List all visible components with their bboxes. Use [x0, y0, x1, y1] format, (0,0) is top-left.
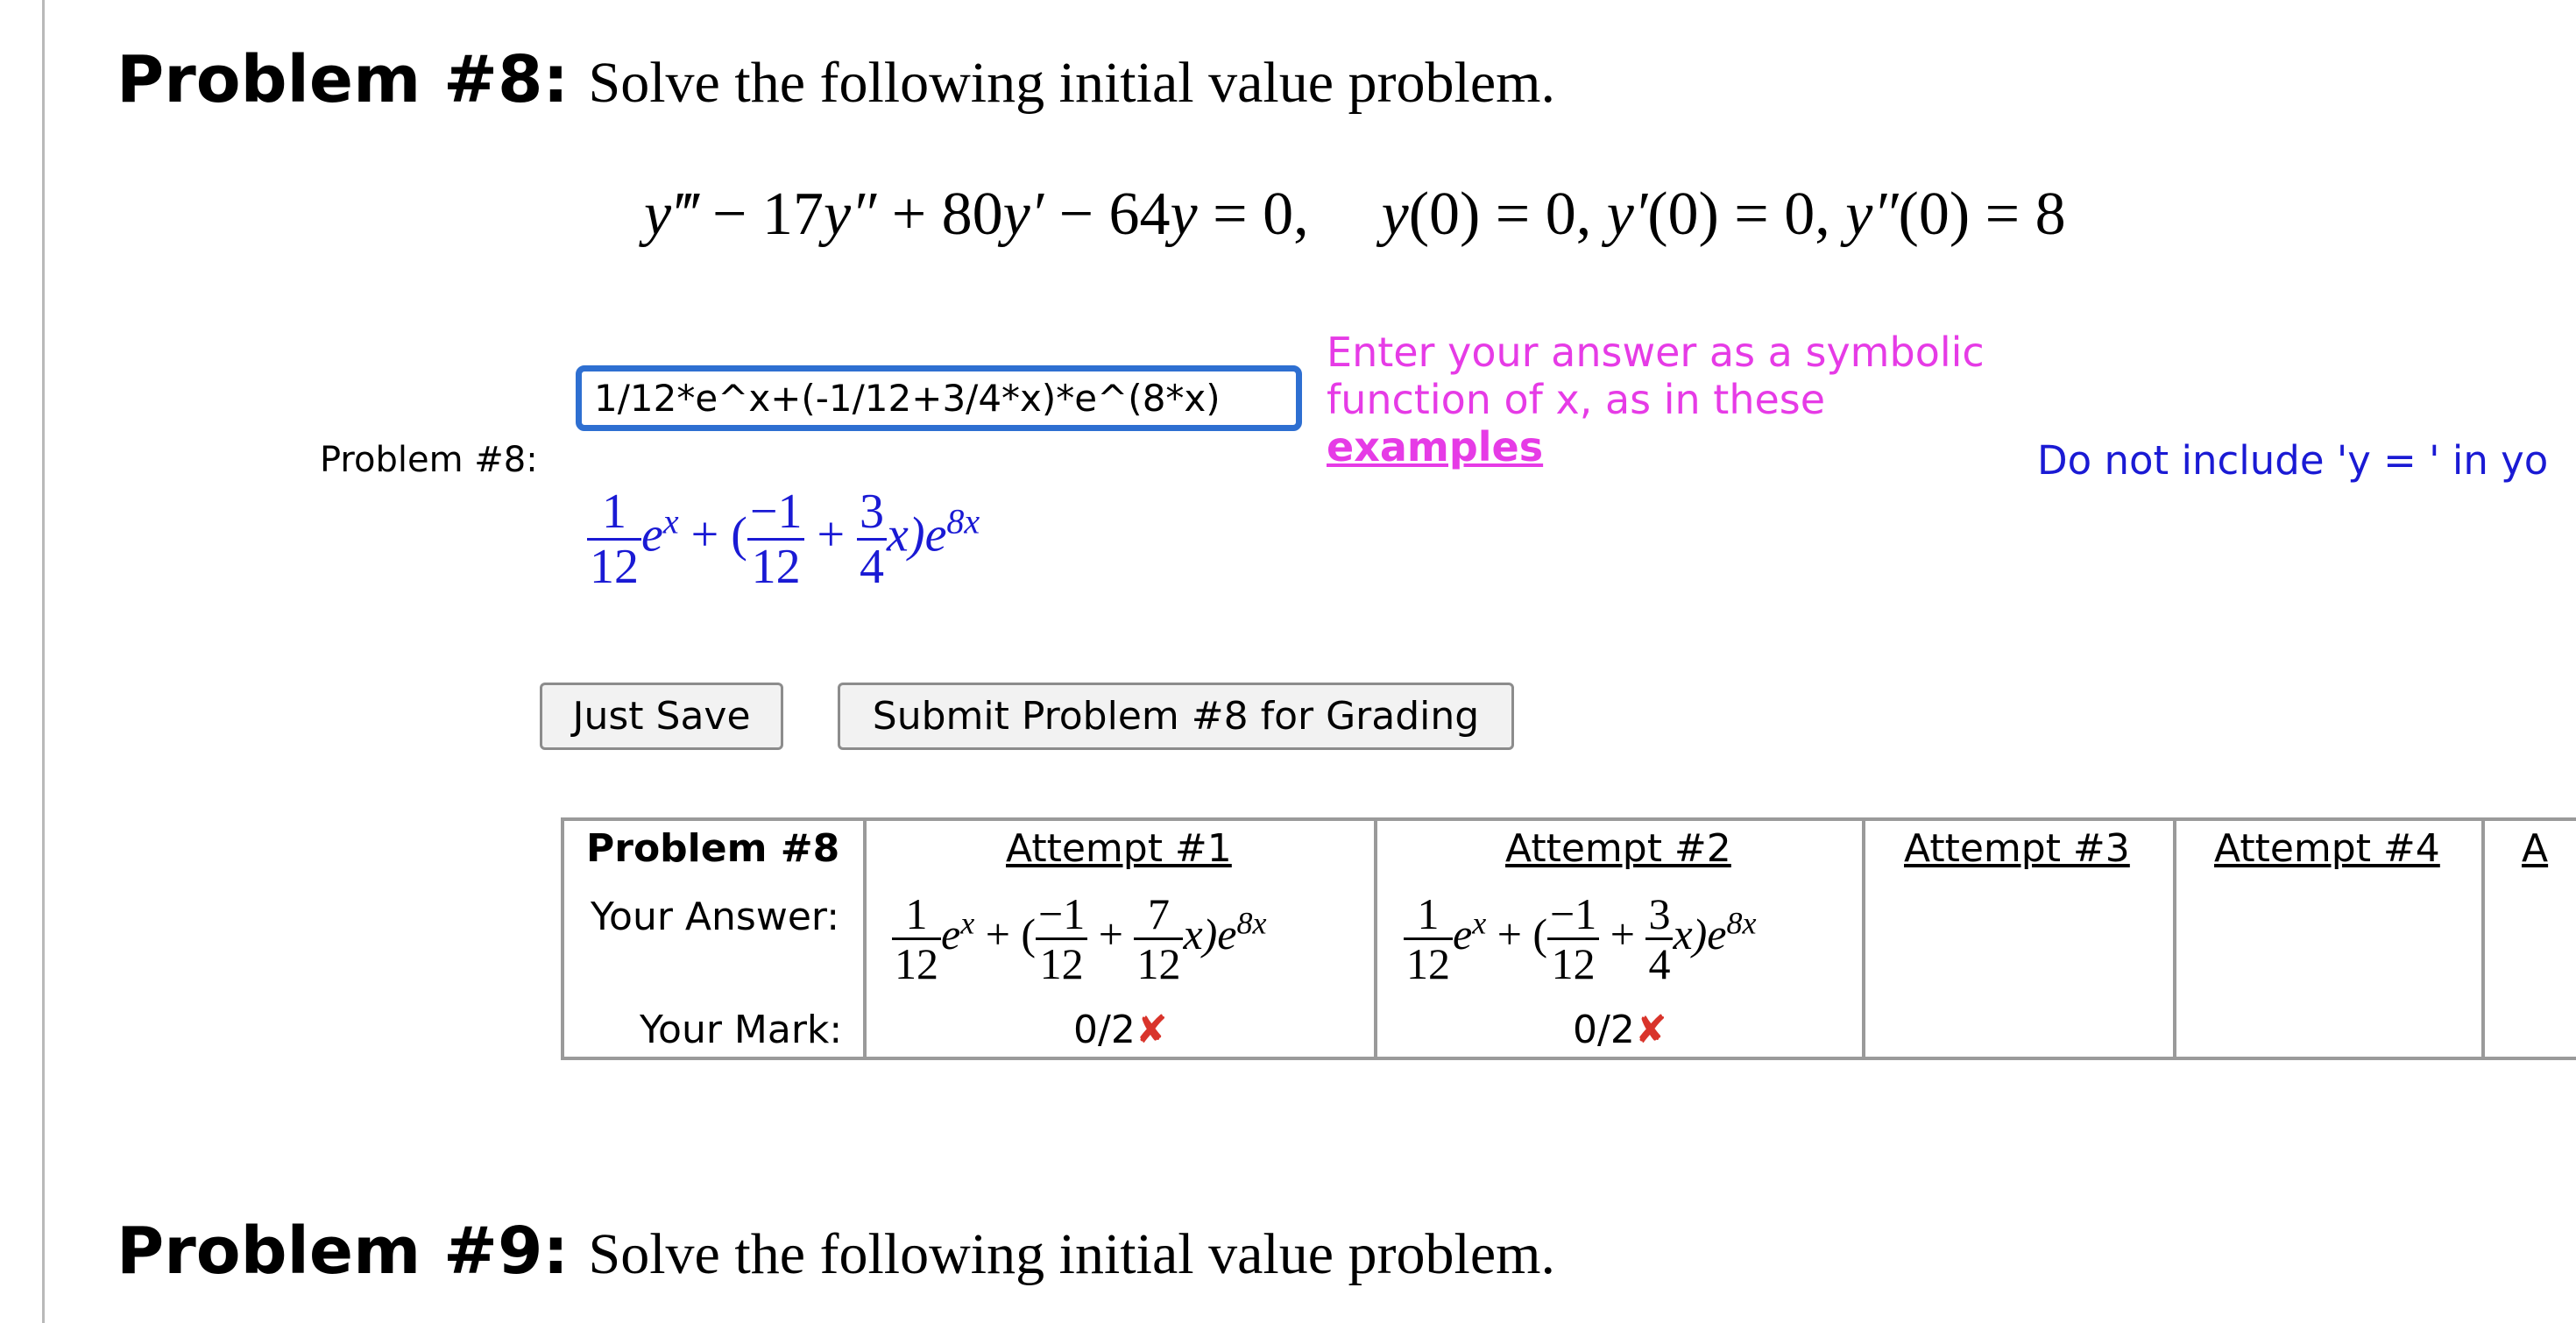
preview-fraction-3: $\frac{3}{4}$: [857, 487, 887, 591]
your-mark-label: Your Mark:: [640, 1008, 843, 1052]
ic2-value: (0) = 0,: [1647, 180, 1830, 248]
problem-9-heading: [117, 1213, 1555, 1289]
hint-line-2: function of x, as in these: [1327, 376, 1826, 423]
problem-8-equation: [644, 180, 2066, 250]
preview-exp-x: x: [662, 501, 679, 541]
a1-fraction-1: $\frac{1}{12}$: [892, 892, 941, 986]
wrong-cross-icon: ✘: [1634, 1008, 1667, 1052]
table-divider-5: [2481, 817, 2485, 1060]
a1-fraction-2: $\frac{-1}{12}$: [1036, 892, 1087, 986]
preview-tail: x): [887, 507, 925, 562]
ic2-y: y′: [1606, 180, 1648, 248]
a2-fraction-2: $\frac{-1}{12}$: [1547, 892, 1599, 986]
preview-plus-paren: + (: [678, 507, 747, 562]
eq-equals-zero: = 0,: [1197, 180, 1309, 248]
preview-plus: +: [804, 507, 858, 562]
eq-term3: + 80: [876, 180, 1003, 248]
examples-link[interactable]: examples: [1327, 423, 1544, 470]
table-left-border: [561, 817, 564, 1060]
eq-y3: y‴: [644, 180, 697, 248]
preview-exp-8x: 8x: [946, 501, 980, 541]
a2-fraction-3: $\frac{3}{4}$: [1645, 892, 1673, 986]
answer-hint: [1327, 329, 1985, 470]
table-divider-1: [863, 817, 867, 1060]
attempt-2-answer: $\frac{1}{12}$ $e^x$ + ( $\frac{-1}{12}$ + $\frac{3}{4}$ $x)e^{8x}$: [1404, 892, 1756, 986]
problem-8-side-label: Problem #8:: [320, 440, 538, 480]
attempt-3-header[interactable]: Attempt #3: [1904, 826, 2130, 871]
table-divider-3: [1862, 817, 1865, 1060]
table-header-problem: Problem #8: [586, 826, 840, 871]
attempt-5-header[interactable]: A: [2522, 826, 2549, 871]
attempt-1-answer: $\frac{1}{12}$ $e^x$ + ( $\frac{-1}{12}$ + $\frac{7}{12}$ $x)e^{8x}$: [892, 892, 1266, 986]
eq-y1: y′: [1002, 180, 1044, 248]
ic1-y: y: [1381, 180, 1409, 248]
a2-fraction-1: $\frac{1}{12}$: [1404, 892, 1453, 986]
problem-9-statement: Solve the following initial value problem.: [588, 1222, 1555, 1286]
submit-problem-button[interactable]: Submit Problem #8 for Grading: [838, 683, 1514, 750]
hint-line-1: Enter your answer as a symbolic: [1327, 329, 1985, 376]
just-save-button[interactable]: Just Save: [540, 683, 783, 750]
eq-y0: y: [1170, 180, 1198, 248]
attempt-1-header[interactable]: Attempt #1: [1006, 826, 1232, 871]
preview-fraction-1: $\frac{1}{12}$: [587, 487, 641, 591]
eq-term4: − 64: [1044, 180, 1171, 248]
table-divider-4: [2173, 817, 2176, 1060]
answer-input[interactable]: [576, 365, 1302, 431]
attempt-1-mark: [1073, 1008, 1168, 1052]
no-y-equals-note: Do not include 'y = ' in yo: [2037, 437, 2549, 484]
your-answer-label: Your Answer:: [591, 895, 840, 939]
preview-e1: e: [641, 507, 663, 562]
problem-9-title: Problem #9:: [117, 1213, 570, 1289]
table-divider-2: [1374, 817, 1377, 1060]
preview-fraction-2: $\frac{-1}{12}$: [747, 487, 805, 591]
ic3-y: y″: [1845, 180, 1899, 248]
problem-8-heading: [117, 42, 1555, 117]
ic3-value: (0) = 8: [1898, 180, 2066, 248]
eq-term2: − 17: [697, 180, 824, 248]
attempt-2-score: 0/2: [1573, 1008, 1635, 1052]
problem-8-title: Problem #8:: [117, 42, 570, 117]
left-border-line: [42, 0, 45, 1323]
attempt-4-header[interactable]: Attempt #4: [2214, 826, 2440, 871]
attempt-1-score: 0/2: [1073, 1008, 1136, 1052]
answer-preview: [587, 485, 980, 594]
a1-fraction-3: $\frac{7}{12}$: [1134, 892, 1183, 986]
wrong-cross-icon: ✘: [1135, 1008, 1168, 1052]
eq-y2: y″: [823, 180, 877, 248]
ic1-value: (0) = 0,: [1408, 180, 1592, 248]
problem-8-statement: Solve the following initial value problem.: [588, 51, 1555, 115]
attempt-2-header[interactable]: Attempt #2: [1505, 826, 1731, 871]
preview-e2: e: [924, 507, 947, 562]
attempts-table: [561, 817, 2576, 1060]
attempt-2-mark: [1573, 1008, 1667, 1052]
